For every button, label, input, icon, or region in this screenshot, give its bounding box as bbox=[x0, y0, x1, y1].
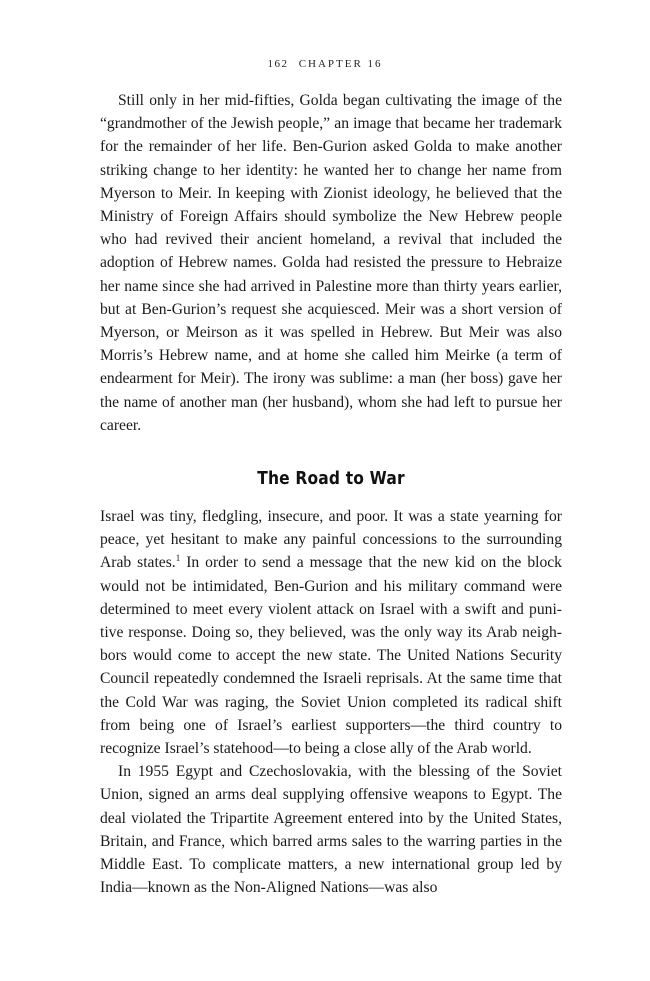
page-number: 162 bbox=[267, 58, 289, 70]
paragraph-text-after-note: In order to send a message that the new kid on the block would not be intimidated, Ben-Gurion and his military command were determined to meet every violent attack on Israel with a swift and punitive response. Doing so, they believed, was the only way its Arab neighbors would come to accept the new state. The United Nations Security Council repeatedly condemned the Israeli reprisals. At the same time that the Cold War was raging, the Soviet Union completed its radical shift from being one of Israel’s earliest supporters—the third country to recognize Israel’s statehood—to being a close ally of the Arab world. bbox=[100, 554, 562, 758]
footnote-reference: 1 bbox=[175, 553, 181, 564]
chapter-label: CHAPTER 16 bbox=[298, 58, 383, 70]
paragraph-israel-state bbox=[100, 505, 562, 760]
paragraph-text-before-note: Israel was tiny, fledgling, insecure, and poor. It was a state yearning for peace, yet hesitant to make any painful concessions to the surrounding Arab states. bbox=[100, 508, 562, 572]
section-heading: The Road to War bbox=[257, 468, 405, 490]
paragraph-arms-deal: In 1955 Egypt and Czechoslovakia, with the blessing of the Soviet Union, signed an arms deal supplying offensive weapons to Egypt. The deal violated the Tripartite Agreement entered into by the United States, Britain, and France, which barred arms sales to the warring parties in the Middle East. To complicate matters, a new international group led by India—known as the Non-Aligned Nations—was also bbox=[100, 763, 562, 897]
paragraph-golda-name-change: Still only in her mid-fifties, Golda began cultivating the image of the “grandmother of the Jewish people,” an image that became her trademark for the remainder of her life. Ben-Gurion asked Golda to make another striking change to her identity: he wanted her to change her name from Myerson to Meir. In keeping with Zionist ideology, he believed that the Ministry of Foreign Affairs should symbolize the New Hebrew people who had revived their ancient homeland, a revival that included the adoption of Hebrew names. Golda had resisted the pressure to Hebraize her name since she had arrived in Palestine more than thirty years earlier, but at Ben-Gurion’s request she acquiesced. Meir was a short version of Myerson, or Meirson as it was spelled in Hebrew. But Meir was also Morris’s Hebrew name, and at home she called him Meirke (a term of endearment for Meir). The irony was sublime: a man (her boss) gave her the name of another man (her husband), whom she had left to pursue her career. bbox=[100, 92, 562, 434]
body-text bbox=[100, 89, 562, 900]
running-head bbox=[0, 58, 650, 70]
